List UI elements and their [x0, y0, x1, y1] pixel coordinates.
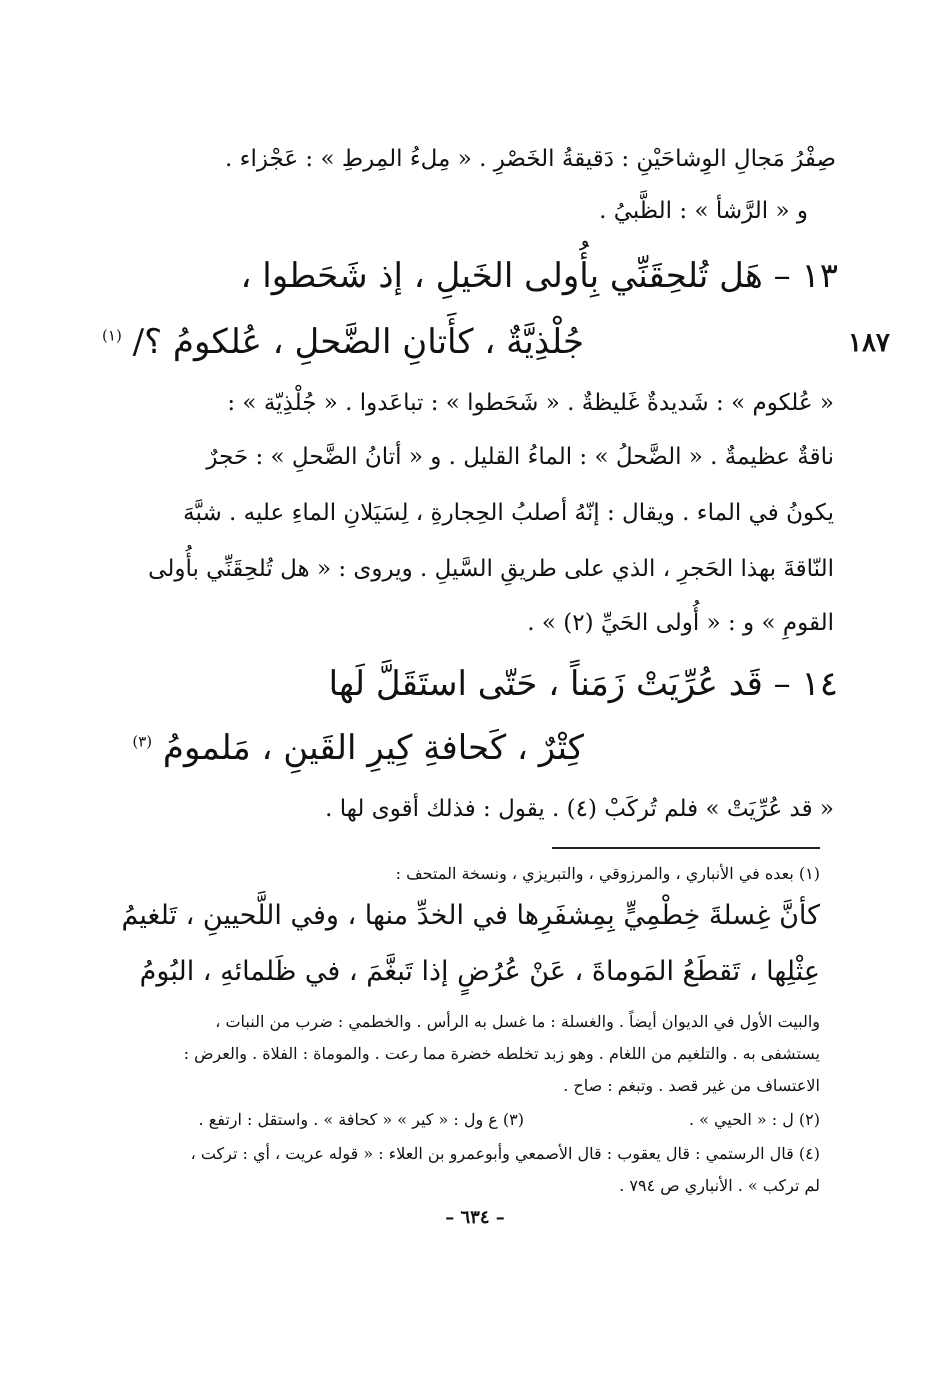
gloss-line: القومِ » و : « أُولى الحَيِّ (٢) » . — [527, 610, 834, 636]
footnote-line: والبيت الأول في الديوان أيضاً . والغسلة : ما غسل به الرأس . والخطمي : ضرب من النبات ، — [215, 1012, 820, 1031]
gloss-line: النّاقةَ بهذا الحَجرِ ، الذي على طريقِ السَّيلِ . ويروى : « هل تُلحِقَنِّي بأُولى — [148, 556, 834, 582]
gloss-line: « قد عُرِّيَتْ » فلم تُركَبْ (٤) . يقول : فذلك أقوى لها . — [325, 796, 834, 822]
footnote-line: الاعتساف من غير قصد . وتبغم : صاح . — [563, 1076, 820, 1095]
footnote-4-line: لم تركب » . الأنباري ص ٧٩٤ . — [619, 1176, 820, 1195]
page-number: – ٦٣٤ – — [445, 1207, 505, 1228]
verse-14-line-2-text: كِتْرٌ ، كَحافةِ كِيرِ القَينِ ، مَلمومُ — [162, 728, 584, 768]
footnote-verse-line: عِثْلِها ، تَقطَعُ المَوماةَ ، عَنْ عُرُضٍ إذا تَبغَّمَ ، في ظَلمائهِ ، البُومُ — [139, 956, 820, 987]
footnote-line: يستشفى به . والتلغيم من اللغام . وهو زبد تخلطه خضرة مما رعت . والموماة : الفلاة . والعرض : — [183, 1044, 820, 1063]
verse-14-line-1: ١٤ – قَد عُرِّيَتْ زَمَناً ، حَتّى استَقَلَّ لَها — [328, 664, 838, 704]
gloss-line: ناقةٌ عظيمةٌ . « الضَّحلُ » : الماءُ القليل . و « أتانُ الضَّحلِ » : حَجرٌ — [206, 444, 834, 470]
verse-13-line-1: ١٣ – هَل تُلحِقَنِّي بِأُولى الخَيلِ ، إذ شَحَطوا ، — [240, 256, 838, 296]
side-number: ١٨٧ — [848, 328, 890, 358]
gloss-line: يكونُ في الماء . ويقال : إنّهُ أصلبُ الحِجارةِ ، لِسَيَلانِ الماءِ عليه . شبَّهَ — [183, 500, 834, 526]
footnote-4-line: (٤) قال الرستمي : قال يعقوب : قال الأصمعي وأبوعمرو بن العلاء : « قوله عريت ، أي : تركت ، — [190, 1144, 820, 1163]
footnote-divider — [552, 847, 820, 849]
verse-13-line-2 — [102, 322, 584, 362]
verse-13-line-2-text: جُلْذِيَّةٌ ، كأَتانِ الضَّحلِ ، عُلكومُ ؟/ — [132, 322, 584, 362]
footnote-verse-line: كأنَّ غِسلةَ خِطْمِيٍّ بِمِشفَرِها في الخدِّ منها ، وفي اللَّحيينِ ، تَلغيمُ — [121, 900, 820, 931]
gloss-line: صِفْرُ مَجالِ الوِشاحَيْنِ : دَقيقةُ الخَصْرِ . « مِلءُ المِرطِ » : عَجْزاء . — [225, 146, 836, 172]
footnote-mark: (٣) — [132, 732, 153, 751]
footnote-mark: (١) — [102, 326, 122, 345]
gloss-line: « عُلكوم » : شَديدةٌ غَليظةٌ . « شَحَطوا » : تباعَدوا . « جُلْذِيّة » : — [227, 390, 834, 416]
footnote-1-intro: (١) بعده في الأنباري ، والمرزوقي ، والتبريزي ، ونسخة المتحف : — [395, 864, 820, 883]
footnote-3: (٣) ع ول : « كير » « كحافة » . واستقل : ارتفع . — [198, 1110, 524, 1129]
footnote-2: (٢) ل : « الحيي » . — [688, 1110, 820, 1129]
gloss-line: و « الرَّشأ » : الظَّبيُ . — [599, 198, 808, 224]
verse-14-line-2 — [132, 728, 584, 768]
